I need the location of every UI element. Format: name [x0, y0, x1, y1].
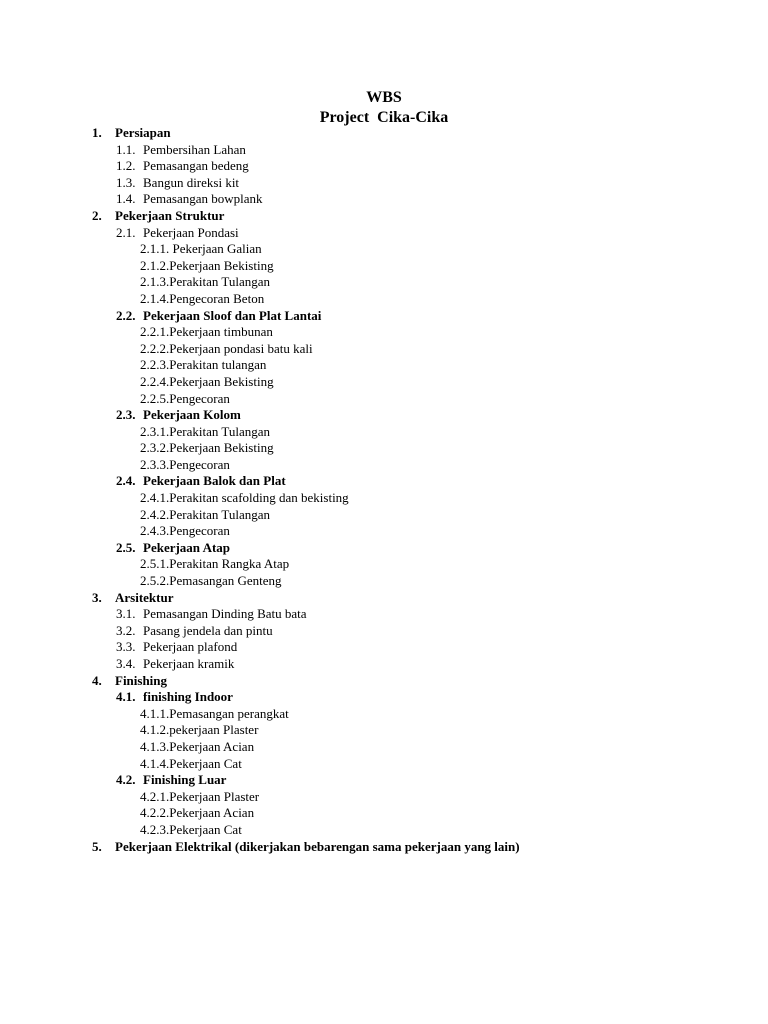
wbs-item-level-3	[0, 457, 768, 474]
wbs-item-level-2	[0, 772, 768, 789]
wbs-item-text: Pekerjaan Sloof dan Plat Lantai	[143, 307, 322, 323]
wbs-item-level-1	[0, 673, 768, 690]
wbs-item-number: 1.1.	[116, 141, 136, 157]
wbs-item-text: Pemasangan bedeng	[143, 158, 249, 174]
wbs-item-level-3	[0, 490, 768, 507]
wbs-item-level-3	[0, 440, 768, 457]
wbs-item-line	[140, 391, 230, 408]
wbs-item-level-3	[0, 722, 768, 739]
wbs-item-line	[140, 573, 282, 590]
wbs-item-number: 4.2.1.	[140, 788, 170, 804]
wbs-item-level-2	[0, 175, 768, 192]
wbs-item-text: Pekerjaan Elektrikal (dikerjakan bebarengan sama pekerjaan yang lain)	[115, 838, 520, 854]
wbs-item-number: 2.1.	[116, 224, 136, 240]
wbs-item-level-3	[0, 374, 768, 391]
wbs-item-level-3	[0, 324, 768, 341]
wbs-item-number: 4.2.	[116, 772, 136, 788]
wbs-item-text: Pekerjaan timbunan	[169, 324, 273, 340]
wbs-item-line	[140, 274, 270, 291]
wbs-item-line	[140, 507, 270, 524]
wbs-item-number: 4.1.	[116, 689, 136, 705]
wbs-item-level-3	[0, 507, 768, 524]
wbs-item-line	[140, 739, 254, 756]
wbs-item-level-3	[0, 706, 768, 723]
wbs-item-text: Pekerjaan Bekisting	[169, 373, 274, 389]
wbs-item-text: Finishing Luar	[143, 772, 227, 788]
wbs-item-number: 2.2.	[116, 307, 136, 323]
wbs-item-text: Pekerjaan plafond	[143, 639, 238, 655]
wbs-item-text: Pekerjaan Struktur	[115, 207, 225, 223]
wbs-item-level-3	[0, 424, 768, 441]
wbs-item-number: 4.2.2.	[140, 805, 170, 821]
wbs-item-level-2	[0, 158, 768, 175]
wbs-item-text: Pemasangan Dinding Batu bata	[143, 606, 307, 622]
wbs-item-line	[140, 457, 230, 474]
wbs-item-text: Persiapan	[115, 125, 171, 140]
wbs-item-line	[140, 241, 262, 258]
wbs-item-number: 4.	[92, 672, 102, 688]
wbs-item-text: Perakitan Tulangan	[169, 274, 270, 290]
wbs-item-number: 4.1.4.	[140, 755, 170, 771]
wbs-item-number: 2.2.4.	[140, 373, 170, 389]
wbs-item-level-3	[0, 573, 768, 590]
wbs-item-line	[140, 789, 259, 806]
wbs-item-text: Perakitan Tulangan	[169, 423, 270, 439]
wbs-item-text: Pengecoran	[169, 456, 230, 472]
wbs-item-level-3	[0, 822, 768, 839]
wbs-item-level-2	[0, 639, 768, 656]
wbs-item-number: 2.2.5.	[140, 390, 170, 406]
wbs-item-number: 2.	[92, 207, 102, 223]
wbs-item-text: Pekerjaan Atap	[143, 539, 231, 555]
wbs-item-number: 2.3.	[116, 407, 136, 423]
wbs-item-text: Pekerjaan Bekisting	[169, 440, 274, 456]
wbs-item-number: 2.1.3.	[140, 274, 170, 290]
wbs-item-number: 4.2.3.	[140, 821, 170, 837]
wbs-item-number: 2.4.3.	[140, 523, 170, 539]
wbs-item-text: Pengecoran	[169, 523, 230, 539]
wbs-item-level-2	[0, 623, 768, 640]
wbs-item-line	[140, 722, 258, 739]
wbs-item-text: Perakitan scafolding dan bekisting	[169, 490, 349, 506]
wbs-item-level-2	[0, 606, 768, 623]
wbs-item-line	[140, 756, 242, 773]
wbs-item-line	[140, 805, 254, 822]
wbs-item-number: 2.4.2.	[140, 506, 170, 522]
wbs-item-level-1	[0, 208, 768, 225]
wbs-item-text: Pekerjaan Acian	[169, 805, 255, 821]
wbs-item-level-3	[0, 805, 768, 822]
wbs-item-number: 2.2.2.	[140, 340, 170, 356]
wbs-item-number: 4.1.2.	[140, 722, 170, 738]
wbs-item-number: 5.	[92, 838, 102, 854]
wbs-item-number: 4.1.1.	[140, 705, 170, 721]
wbs-item-text: Perakitan tulangan	[169, 357, 267, 373]
wbs-item-number: 1.4.	[116, 191, 136, 207]
wbs-item-number: 2.2.1.	[140, 324, 170, 340]
wbs-item-level-3	[0, 523, 768, 540]
wbs-item-number: 2.4.	[116, 473, 136, 489]
wbs-item-level-1	[0, 839, 768, 856]
wbs-item-text: Pekerjaan kramik	[143, 656, 235, 671]
wbs-item-number: 2.5.2.	[140, 573, 170, 589]
wbs-item-level-3	[0, 739, 768, 756]
wbs-item-text: Pekerjaan pondasi batu kali	[169, 340, 313, 356]
wbs-item-number: 1.2.	[116, 158, 136, 174]
wbs-item-number: 3.2.	[116, 622, 136, 638]
wbs-item-number: 2.5.	[116, 539, 136, 555]
wbs-item-line	[140, 440, 274, 457]
wbs-item-number: 2.4.1.	[140, 490, 170, 506]
wbs-item-text: Pekerjaan Balok dan Plat	[143, 473, 286, 489]
wbs-item-line	[140, 357, 266, 374]
wbs-item-text: Pasang jendela dan pintu	[143, 622, 273, 638]
wbs-item-number: 2.1.2.	[140, 257, 170, 273]
document-subtitle: Project Cika-Cika	[319, 109, 449, 126]
wbs-item-text: Bangun direksi kit	[143, 174, 240, 190]
wbs-item-level-3	[0, 391, 768, 408]
wbs-item-level-1	[0, 590, 768, 607]
wbs-outline	[0, 125, 768, 855]
wbs-item-level-3	[0, 241, 768, 258]
wbs-item-level-2	[0, 407, 768, 424]
wbs-item-line	[140, 706, 289, 723]
wbs-item-level-2	[0, 191, 768, 208]
wbs-item-line	[140, 490, 349, 507]
wbs-item-text: pekerjaan Plaster	[169, 722, 259, 738]
wbs-item-number: 2.3.2.	[140, 440, 170, 456]
wbs-item-level-3	[0, 357, 768, 374]
wbs-item-line	[140, 324, 273, 341]
wbs-item-text: Pekerjaan Cat	[169, 755, 242, 771]
wbs-item-line	[140, 523, 230, 540]
wbs-item-level-2	[0, 656, 768, 673]
wbs-item-text: finishing Indoor	[143, 689, 233, 705]
wbs-item-number: 3.3.	[116, 639, 136, 655]
wbs-item-text: Pembersihan Lahan	[143, 141, 246, 157]
wbs-item-number: 1.	[92, 125, 102, 140]
wbs-item-text: Pekerjaan Bekisting	[169, 257, 274, 273]
wbs-item-text: Finishing	[115, 672, 168, 688]
wbs-item-level-3	[0, 556, 768, 573]
wbs-item-level-3	[0, 341, 768, 358]
wbs-item-text: Pekerjaan Pondasi	[143, 224, 239, 240]
wbs-item-number: 2.5.1.	[140, 556, 170, 572]
wbs-item-number: 2.3.3.	[140, 456, 170, 472]
wbs-item-level-3	[0, 258, 768, 275]
wbs-item-level-3	[0, 291, 768, 308]
wbs-item-level-2	[0, 540, 768, 557]
wbs-item-text: Pemasangan bowplank	[143, 191, 263, 207]
wbs-item-level-3	[0, 274, 768, 291]
wbs-item-text: Pekerjaan Kolom	[143, 407, 241, 423]
wbs-item-number: 2.1.4.	[140, 290, 170, 306]
wbs-item-level-1	[0, 125, 768, 142]
wbs-item-level-3	[0, 756, 768, 773]
wbs-item-text: Pengecoran Beton	[169, 290, 265, 306]
wbs-item-line	[140, 258, 274, 275]
wbs-item-number: 2.1.1.	[140, 241, 170, 257]
wbs-item-number: 3.1.	[116, 606, 136, 622]
wbs-item-text: Arsitektur	[115, 589, 174, 605]
wbs-item-number: 3.4.	[116, 656, 136, 671]
wbs-item-number: 1.3.	[116, 174, 136, 190]
wbs-item-level-2	[0, 225, 768, 242]
wbs-item-line	[140, 424, 270, 441]
wbs-item-line	[140, 291, 264, 308]
wbs-item-line	[140, 374, 274, 391]
wbs-item-number: 2.3.1.	[140, 423, 170, 439]
wbs-item-text: Pengecoran	[169, 390, 230, 406]
wbs-item-text: Perakitan Tulangan	[169, 506, 270, 522]
wbs-item-text: Pekerjaan Acian	[169, 738, 255, 754]
wbs-item-text: Pemasangan Genteng	[169, 573, 282, 589]
wbs-item-level-3	[0, 789, 768, 806]
wbs-item-text: Pekerjaan Galian	[169, 241, 262, 257]
wbs-item-line	[140, 556, 289, 573]
wbs-item-line	[140, 822, 242, 839]
wbs-item-text: Pekerjaan Cat	[169, 821, 242, 837]
wbs-item-level-2	[0, 689, 768, 706]
wbs-item-level-2	[0, 308, 768, 325]
wbs-item-line	[140, 341, 313, 358]
wbs-item-number: 4.1.3.	[140, 738, 170, 754]
wbs-item-text: Perakitan Rangka Atap	[169, 556, 290, 572]
wbs-item-level-2	[0, 142, 768, 159]
document-title: WBS	[366, 89, 402, 106]
wbs-item-number: 2.2.3.	[140, 357, 170, 373]
wbs-item-level-2	[0, 473, 768, 490]
wbs-item-text: Pemasangan perangkat	[169, 705, 289, 721]
wbs-item-text: Pekerjaan Plaster	[169, 788, 260, 804]
wbs-item-number: 3.	[92, 589, 102, 605]
